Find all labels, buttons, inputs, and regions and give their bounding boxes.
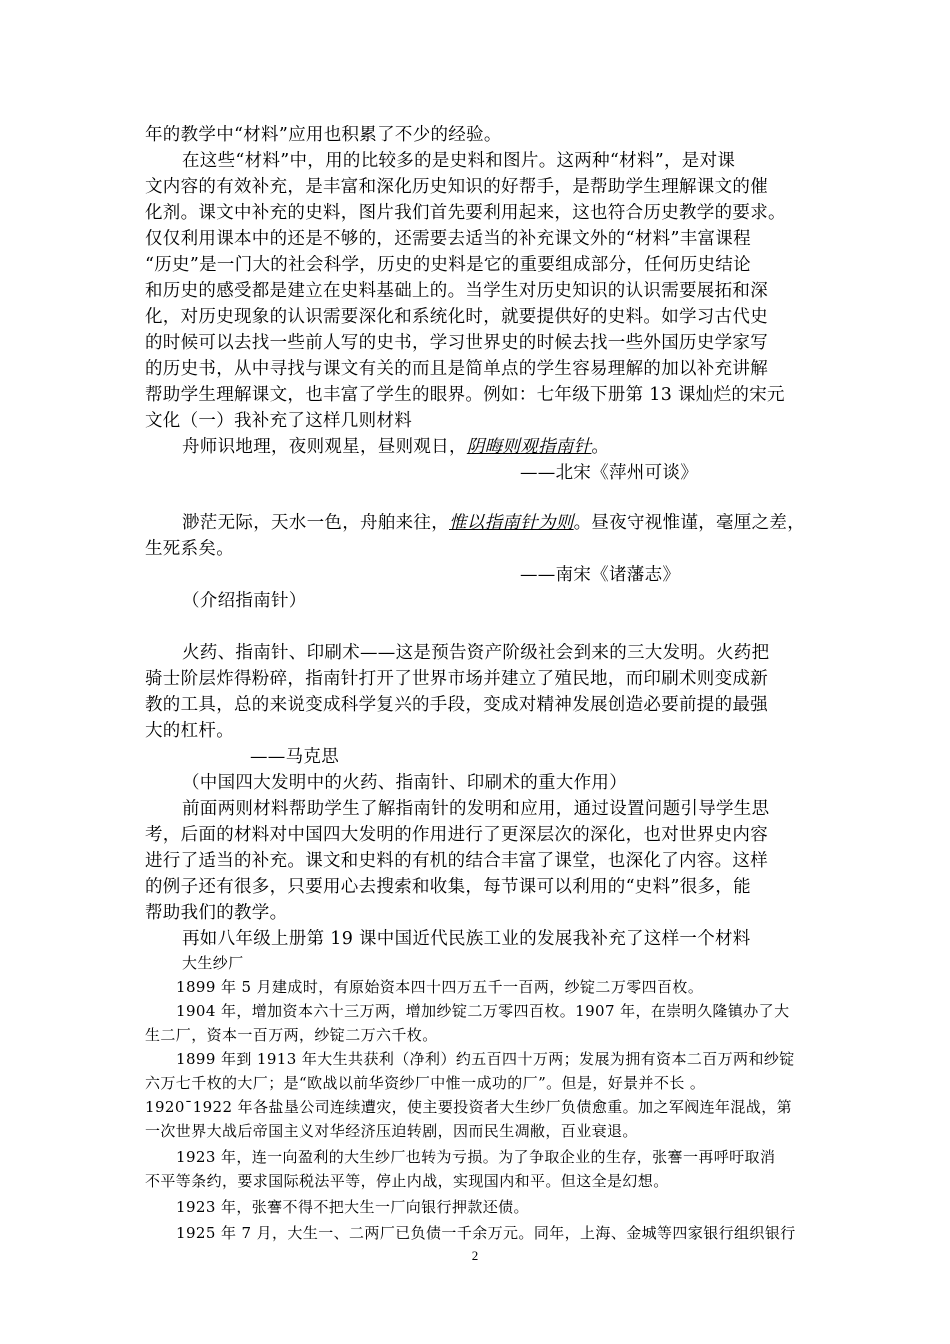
text-line: 帮助学生理解课文，也丰富了学生的眼界。例如：七年级下册第 13 课灿烂的宋元 xyxy=(145,385,785,405)
text-line: 文内容的有效补充，是丰富和深化历史知识的好帮手，是帮助学生理解课文的催 xyxy=(145,177,768,197)
quote-text: 渺茫无际，天水一色，舟舶来往， xyxy=(182,513,449,533)
quote-line: 生死系矣。 xyxy=(145,539,234,559)
text-line: 再如八年级上册第 19 课中国近代民族工业的发展我补充了这样一个材料 xyxy=(182,929,751,949)
quote-note: （中国四大发明中的火药、指南针、印刷术的重大作用） xyxy=(182,773,627,793)
text-line: 和历史的感受都是建立在史料基础上的。当学生对历史知识的认识需要展拓和深 xyxy=(145,281,768,301)
quote-source: ——南宋《诸藩志》 xyxy=(520,565,681,585)
quote-line xyxy=(182,510,805,536)
text-line: “历史”是一门大的社会科学，历史的史料是它的重要组成部分，任何历史结论 xyxy=(145,255,751,275)
quote-end: 。 xyxy=(591,437,610,457)
text-line: 的历史书，从中寻找与课文有关的而且是简单点的学生容易理解的加以补充讲解 xyxy=(145,359,768,379)
factory-line: 一次世界大战后帝国主义对华经济压迫转剧，因而民生凋敝，百业衰退。 xyxy=(145,1122,638,1140)
quote-underlined: 惟以指南针为则 xyxy=(449,513,574,533)
text-line: 进行了适当的补充。课文和史料的有机的结合丰富了课堂，也深化了内容。这样 xyxy=(145,851,768,871)
text-line: 帮助我们的教学。 xyxy=(145,903,288,923)
factory-title: 大生纱厂 xyxy=(182,954,244,972)
factory-line: 1925 年 7 月，大生一、二两厂已负债一千余万元。同年，上海、金城等四家银行组织银行 xyxy=(176,1224,796,1242)
factory-line: 生二厂，资本一百万两，纱锭二万六千枚。 xyxy=(145,1026,438,1044)
factory-line: 1899 年 5 月建成时，有原始资本四十四万五千一百两，纱锭二万零四百枚。 xyxy=(176,978,704,996)
quote-text: 舟师识地理，夜则观星，昼则观日， xyxy=(182,437,467,457)
quote-line: 教的工具，总的来说变成科学复兴的手段，变成对精神发展创造必要前提的最强 xyxy=(145,695,768,715)
quote-text: 。昼夜守视惟谨，毫厘之差， xyxy=(573,513,806,533)
text-line: 的时候可以去找一些前人写的史书，学习世界史的时候去找一些外国历史学家写 xyxy=(145,333,768,353)
factory-line: 不平等条约，要求国际税法平等，停止内战，实现国内和平。但这全是幻想。 xyxy=(145,1172,669,1190)
text-line: 在这些“材料”中，用的比较多的是史料和图片。这两种“材料”，是对课 xyxy=(182,151,736,171)
factory-line: 1920¯1922 年各盐垦公司连续遭灾，使主要投资者大生纱厂负债愈重。加之军阀连年混战，第 xyxy=(145,1098,793,1116)
factory-line: 1923 年，连一向盈利的大生纱厂也转为亏损。为了争取企业的生存，张謇一再呼吁取消 xyxy=(176,1148,776,1166)
factory-line: 1899 年到 1913 年大生共获利（净利）约五百四十万两；发展为拥有资本二百万两和纱锭 xyxy=(176,1050,795,1068)
quote-note: （介绍指南针） xyxy=(182,591,307,611)
quote-line: 火药、指南针、印刷术——这是预告资产阶级社会到来的三大发明。火药把 xyxy=(182,643,770,663)
text-line: 仅仅利用课本中的还是不够的，还需要去适当的补充课文外的“材料”丰富课程 xyxy=(145,229,751,249)
text-line: 化剂。课文中补充的史料，图片我们首先要利用起来，这也符合历史教学的要求。 xyxy=(145,203,786,223)
factory-line: 六万七千枚的大厂；是“欧战以前华资纱厂中惟一成功的厂”。但是，好景并不长 。 xyxy=(145,1074,706,1092)
quote-line xyxy=(182,434,609,460)
quote-source: ——北宋《萍州可谈》 xyxy=(520,463,698,483)
quote-line: 大的杠杆。 xyxy=(145,721,234,741)
text-line: 的例子还有很多，只要用心去搜索和收集，每节课可以利用的“史料”很多，能 xyxy=(145,877,751,897)
text-line: 考，后面的材料对中国四大发明的作用进行了更深层次的深化，也对世界史内容 xyxy=(145,825,768,845)
quote-line: 骑士阶层炸得粉碎，指南针打开了世界市场并建立了殖民地，而印刷术则变成新 xyxy=(145,669,768,689)
text-line: 年的教学中“材料”应用也积累了不少的经验。 xyxy=(145,125,502,145)
text-line: 化，对历史现象的认识需要深化和系统化时，就要提供好的史料。如学习古代史 xyxy=(145,307,768,327)
quote-source: ——马克思 xyxy=(250,747,339,767)
text-line: 文化（一）我补充了这样几则材料 xyxy=(145,411,412,431)
factory-line: 1923 年，张謇不得不把大生一厂向银行押款还债。 xyxy=(176,1198,529,1216)
quote-underlined: 阴晦则观指南针 xyxy=(466,437,592,457)
text-line: 前面两则材料帮助学生了解指南针的发明和应用，通过设置问题引导学生思 xyxy=(182,799,770,819)
factory-line: 1904 年，增加资本六十三万两，增加纱锭二万零四百枚。1907 年，在崇明久隆镇办了大 xyxy=(176,1002,790,1020)
page-number: 2 xyxy=(471,1248,479,1263)
